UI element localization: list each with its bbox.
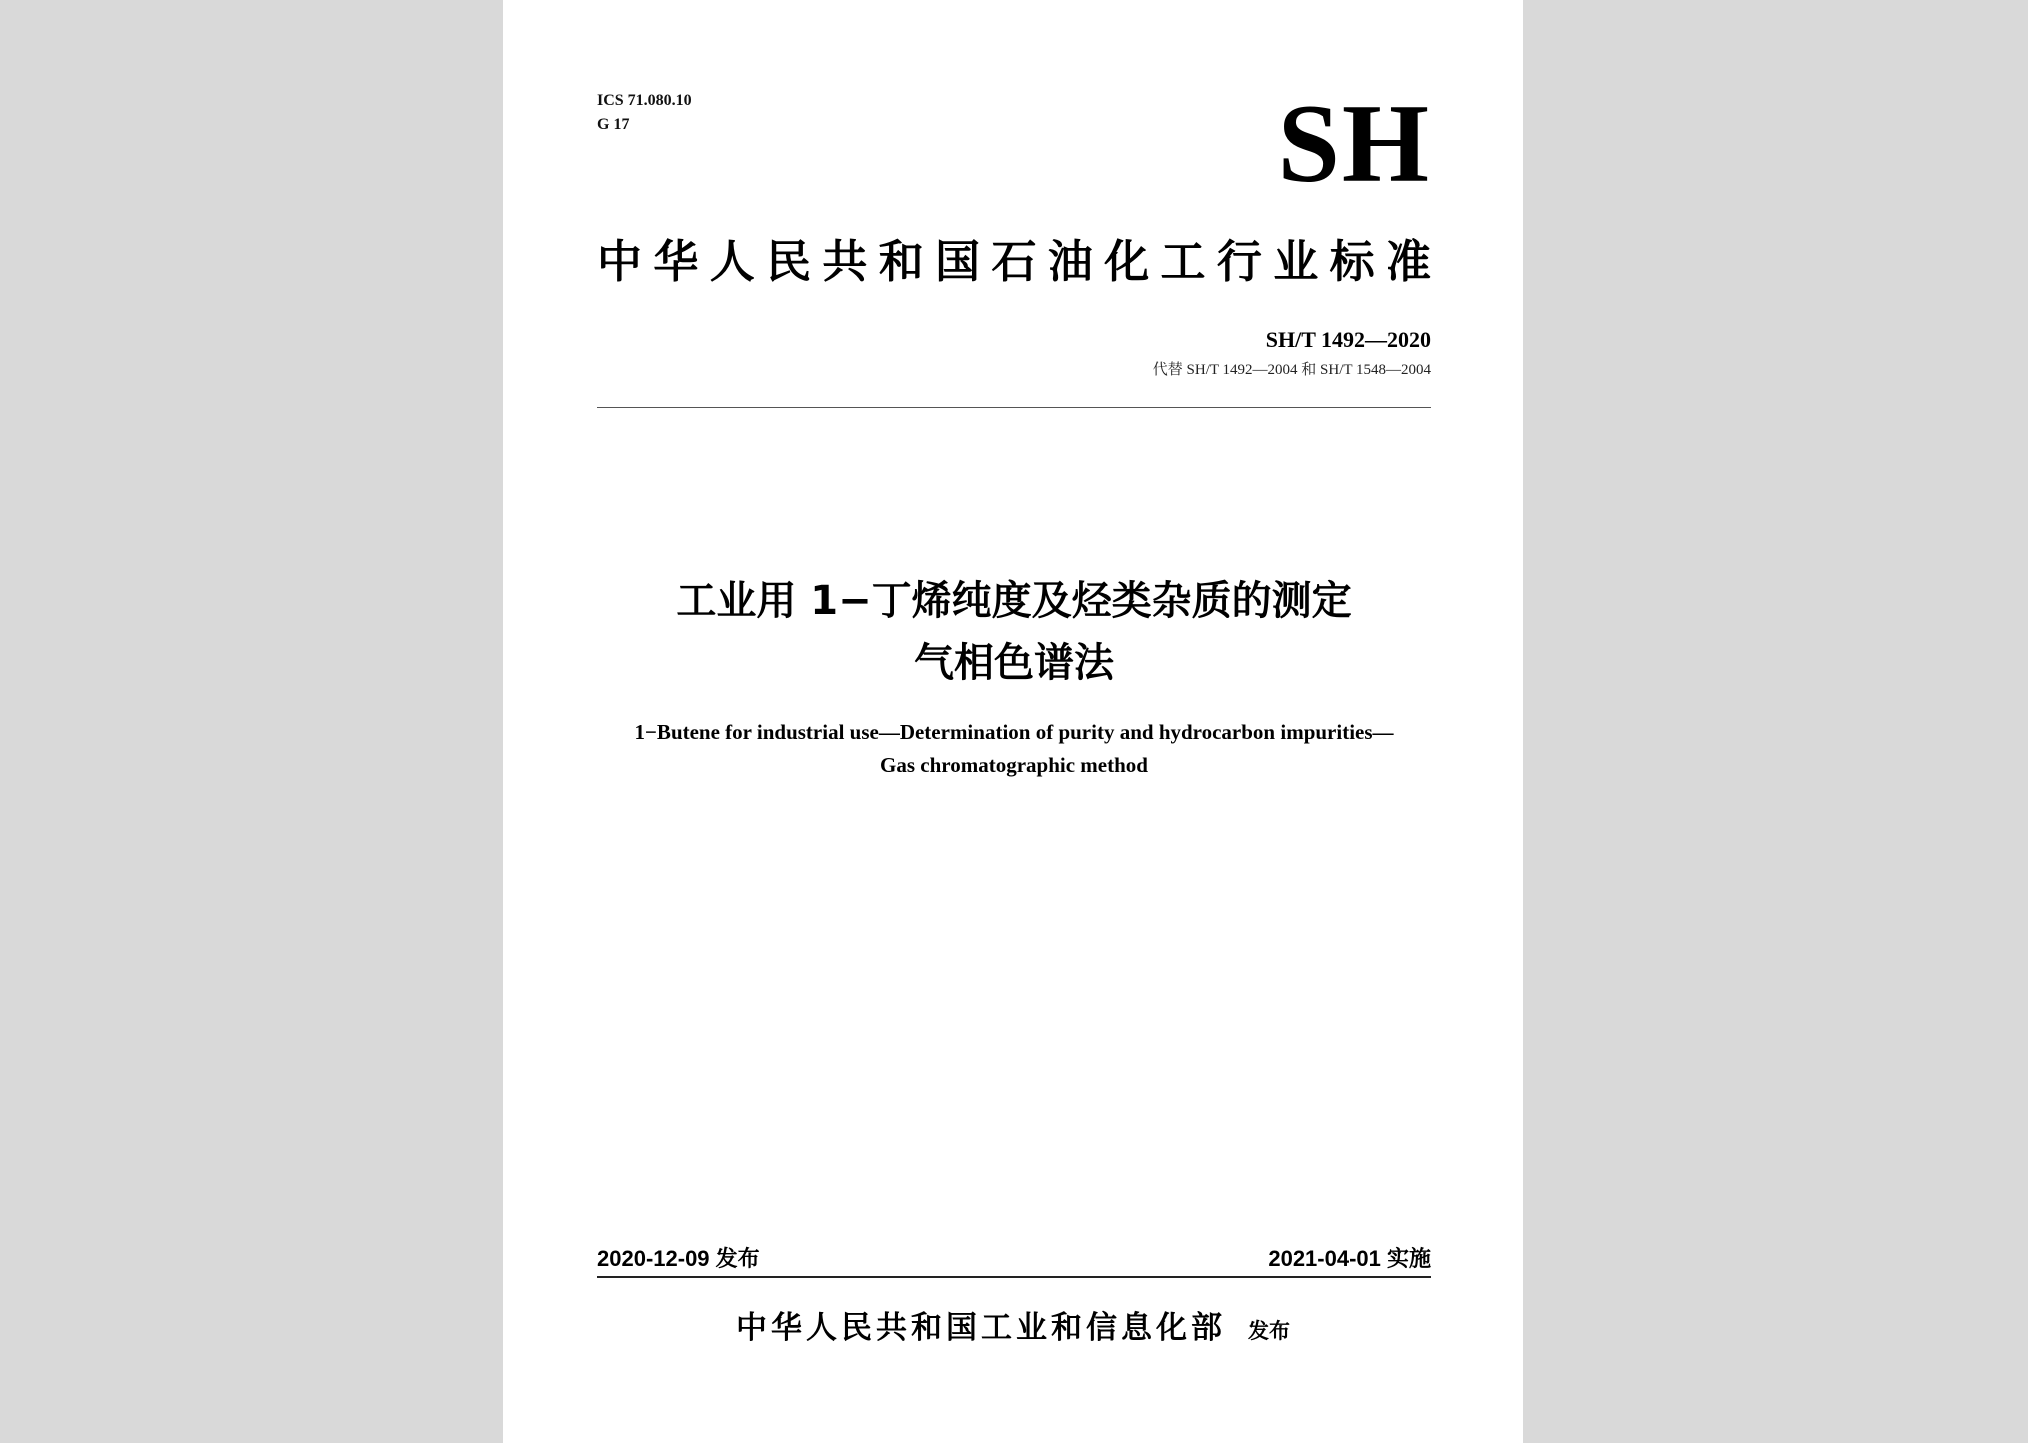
- english-title-line2: Gas chromatographic method: [880, 753, 1148, 777]
- publisher-line: [503, 1302, 1523, 1347]
- chinese-title-line2: 气相色谱法: [914, 640, 1114, 686]
- chinese-title: [597, 570, 1431, 694]
- chinese-title-line1: 工业用 1−丁烯纯度及烃类杂质的测定: [676, 578, 1352, 624]
- header-divider: [597, 407, 1431, 408]
- issue-date: 2020-12-09 发布: [597, 1246, 760, 1271]
- sh-logo: SH: [1277, 82, 1431, 206]
- classification-codes: [597, 89, 692, 137]
- ics-code: ICS 71.080.10: [597, 92, 692, 109]
- english-title-line1: 1−Butene for industrial use—Determination of purity and hydrocarbon impurities—: [634, 720, 1394, 744]
- ccs-code: G 17: [597, 116, 630, 133]
- footer-divider: [597, 1276, 1431, 1278]
- english-title: [597, 716, 1431, 782]
- replaces-note: 代替 SH/T 1492—2004 和 SH/T 1548—2004: [1152, 362, 1431, 378]
- publisher-name: 中华人民共和国工业和信息化部: [736, 1310, 1226, 1346]
- standard-number: SH/T 1492—2020: [1265, 327, 1431, 352]
- implementation-date: 2021-04-01 实施: [1268, 1246, 1431, 1271]
- publish-label: 发布: [1248, 1319, 1290, 1343]
- document-page: [503, 0, 1523, 1443]
- industry-standard-title: 中华人民共和国石油化工行业标准: [597, 235, 1431, 288]
